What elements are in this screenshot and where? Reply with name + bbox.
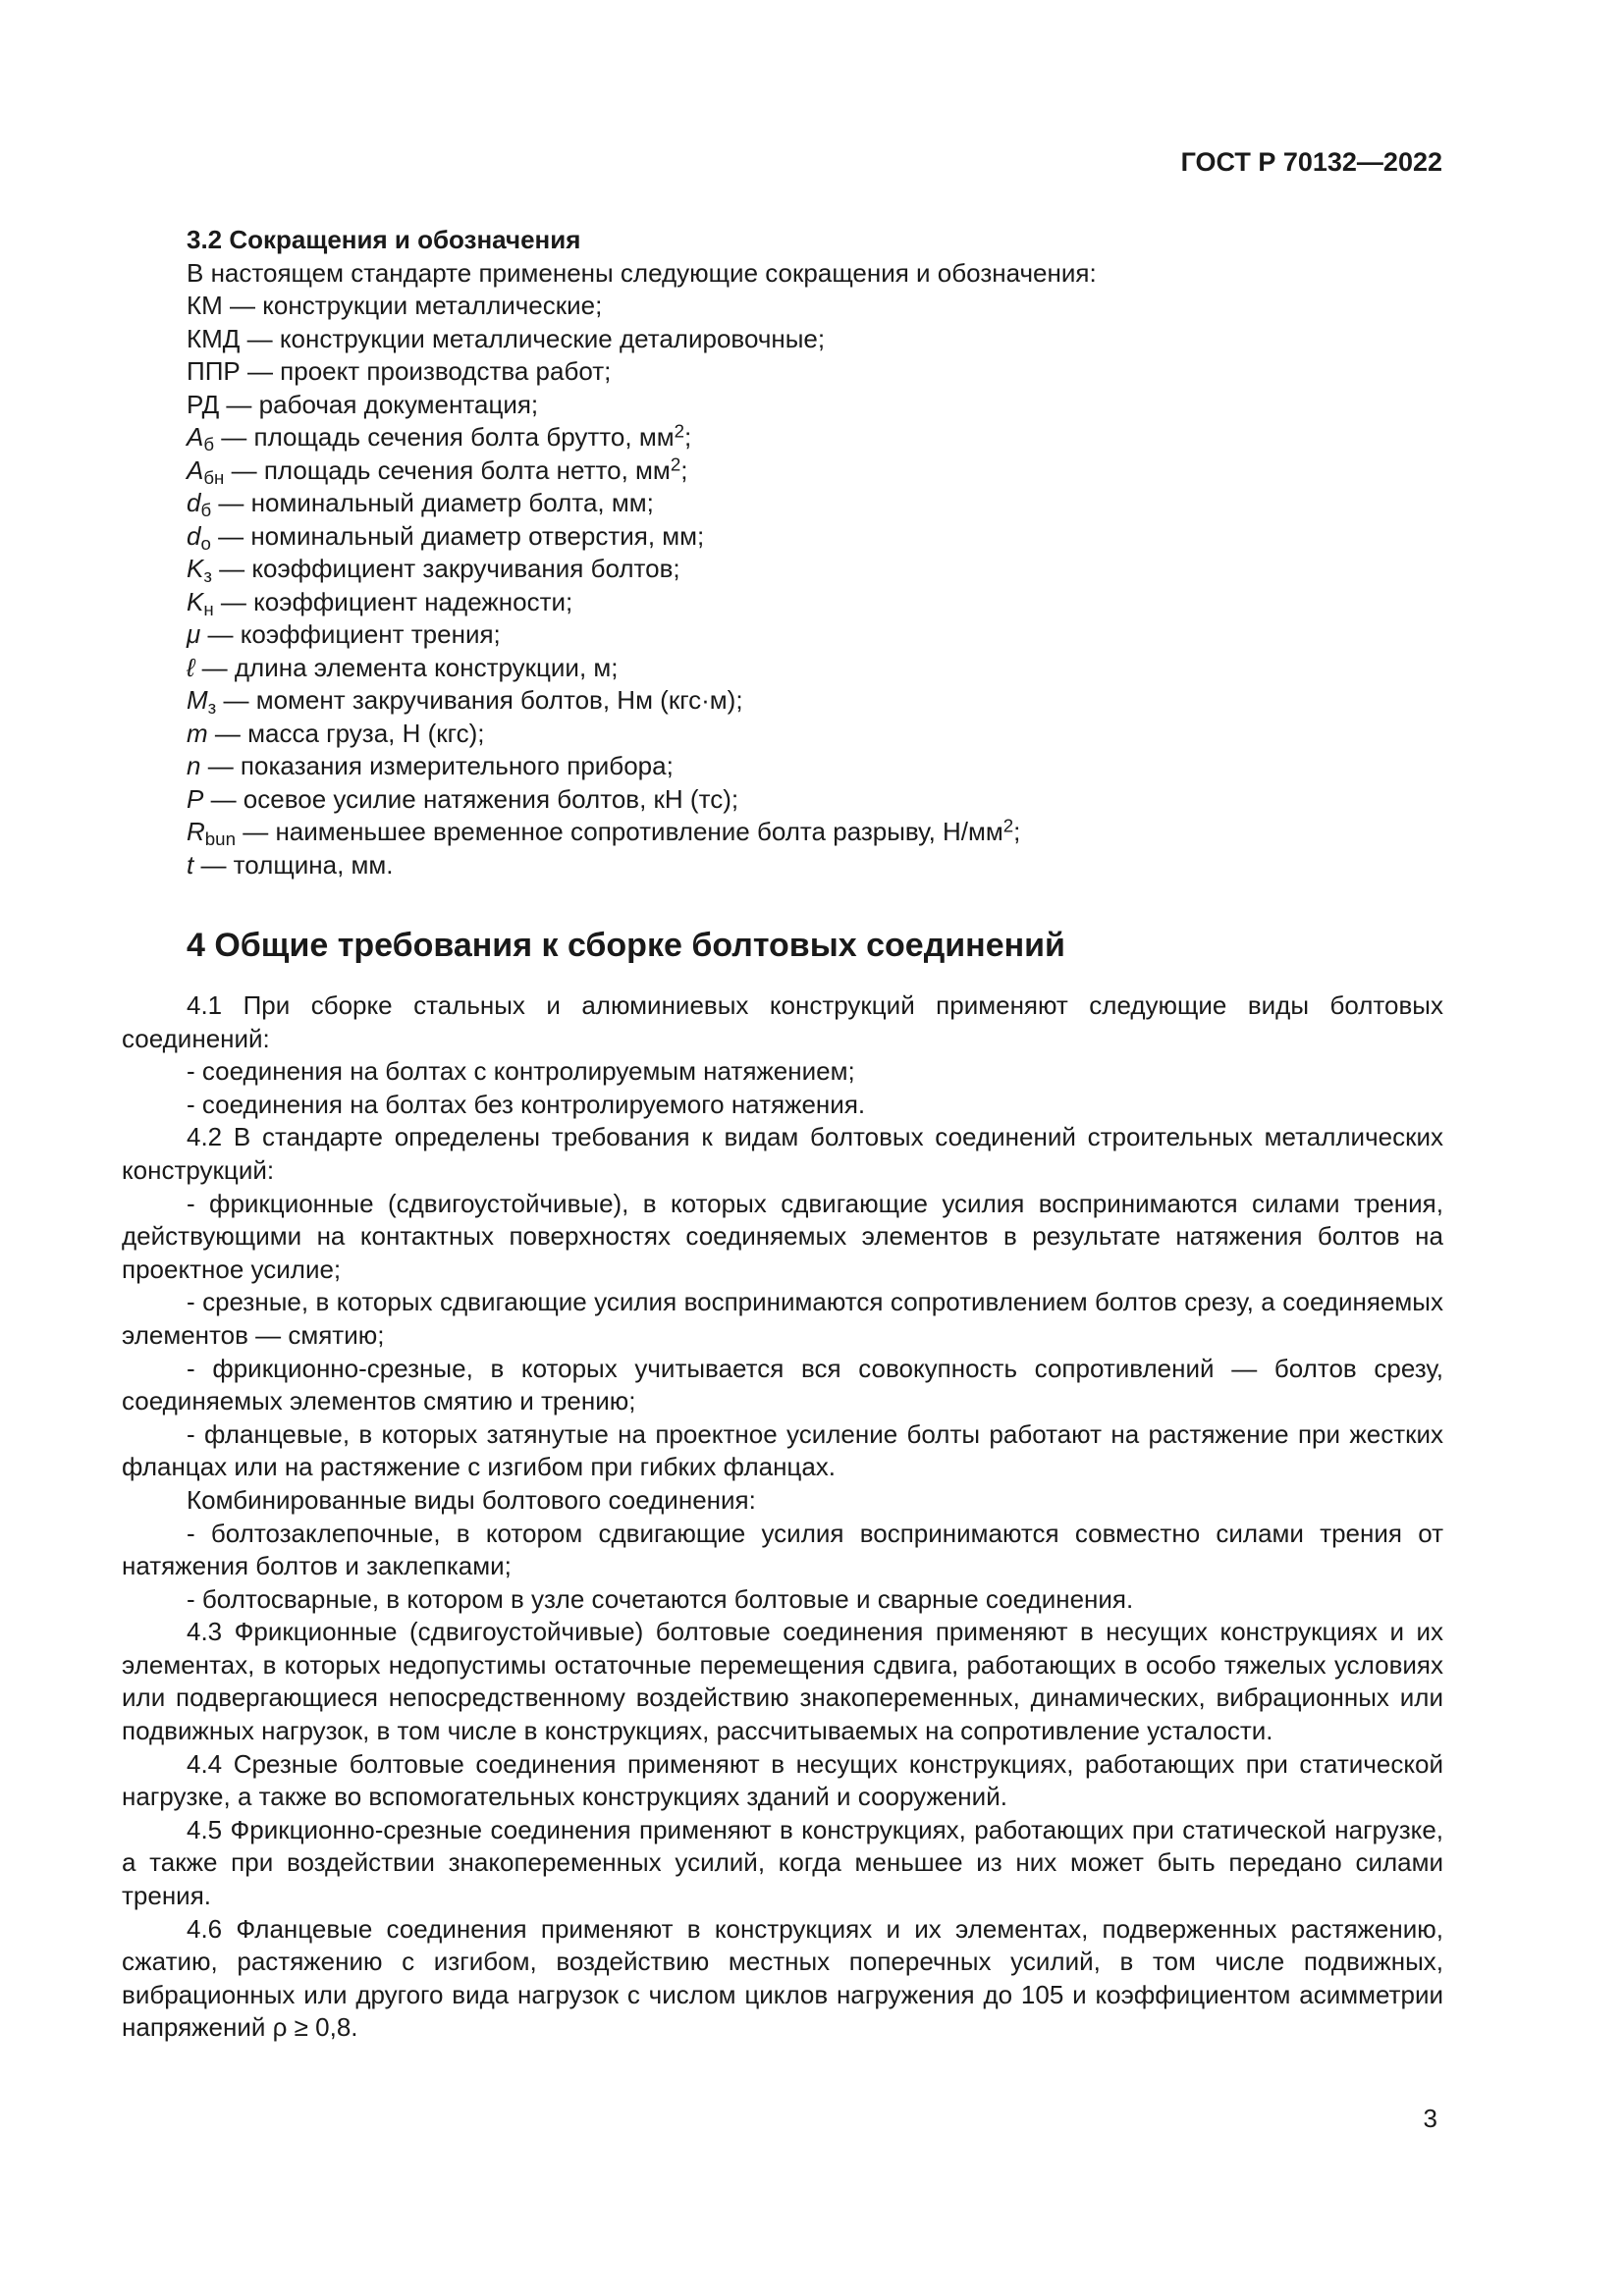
section-4-paragraph: - болтозаклепочные, в котором сдвигающие усилия воспринимаются совместно силами трения от натяжения болтов и заклепками; <box>122 1518 1443 1581</box>
abbreviation-list <box>187 290 1443 421</box>
symbol-punctuation: ; <box>684 422 692 452</box>
symbol-definition: — площадь сечения болта брутто, мм <box>214 422 675 452</box>
symbol-item <box>187 520 1443 554</box>
document-id-header: ГОСТ Р 70132—2022 <box>1180 147 1442 177</box>
symbol-letter: R <box>187 817 205 846</box>
symbol-letter: K <box>187 554 204 583</box>
symbol-list <box>187 421 1443 881</box>
symbol-subscript: о <box>200 532 211 554</box>
abbreviation-item: ППР — проект производства работ; <box>187 356 612 386</box>
symbol-definition: — коэффициент надежности; <box>213 586 573 616</box>
symbol-definition: — коэффициент трения; <box>200 619 501 649</box>
symbol-definition: — момент закручивания болтов, Нм (кгс·м); <box>216 685 743 715</box>
symbol-item <box>187 421 1443 454</box>
symbol-letter: M <box>187 685 208 715</box>
symbol-item <box>187 816 1443 849</box>
section-4-paragraph: - соединения на болтах с контролируемым натяжением; <box>187 1056 855 1087</box>
symbol-item <box>187 718 1443 751</box>
symbol-letter: A <box>187 422 204 452</box>
symbol-definition: — толщина, мм. <box>193 849 394 880</box>
symbol-letter: m <box>187 718 208 748</box>
symbol-definition: — длина элемента конструкции, м; <box>194 652 619 682</box>
symbol-letter: P <box>187 783 204 814</box>
abbreviation-item: РД — рабочая документация; <box>187 389 539 419</box>
section-4-paragraph: - фрикционные (сдвигоустойчивые), в которых сдвигающие усилия воспринимаются силами трения, действующими на контактных поверхностях соединяемых элементов в результате натяжения болтов на проектное усилие; <box>122 1188 1443 1284</box>
symbol-definition: — площадь сечения болта нетто, мм <box>224 454 671 485</box>
section-4-paragraph: 4.5 Фрикционно-срезные соединения применяют в конструкциях, работающих при статической нагрузке, а также при воздействии знакопеременных усилий, когда меньшее из них может быть передано силами трения. <box>122 1814 1443 1911</box>
symbol-subscript: н <box>203 598 214 619</box>
unit-superscript: 2 <box>674 420 684 442</box>
symbol-subscript: бн <box>203 466 225 488</box>
section-4-paragraph: Комбинированные виды болтового соединения: <box>187 1484 756 1515</box>
symbol-letter: μ <box>187 619 201 649</box>
symbol-item <box>187 454 1443 488</box>
unit-superscript: 2 <box>1002 815 1014 836</box>
symbol-item <box>187 487 1443 520</box>
symbol-item <box>187 750 1443 783</box>
section-4-paragraph: - срезные, в которых сдвигающие усилия воспринимаются сопротивлением болтов срезу, а соединяемых элементов — смятию; <box>122 1287 1443 1350</box>
symbol-definition: — коэффициент закручивания болтов; <box>211 554 680 583</box>
section-4-body <box>122 989 1443 2045</box>
abbreviation-item: КМ — конструкции металлические; <box>187 291 603 320</box>
section-4-paragraph: 4.3 Фрикционные (сдвигоустойчивые) болтовые соединения применяют в несущих конструкциях и их элементах, в которых недопустимы остаточные перемещения сдвига, работающих в особо тяжелых условиях или подвергающиеся непосредственному воздействию знакопеременных, динамических, вибрационных или подвижных нагрузок, в том числе в конструкциях, рассчитываемых на сопротивление усталости. <box>122 1617 1443 1746</box>
section-4-paragraph: 4.1 При сборке стальных и алюминиевых конструкций применяют следующие виды болтовых соединений: <box>122 990 1443 1053</box>
symbol-subscript: б <box>200 500 212 521</box>
symbol-punctuation: ; <box>1013 817 1021 846</box>
symbol-item <box>187 618 1443 652</box>
symbol-letter: t <box>187 849 194 880</box>
symbol-subscript: з <box>203 565 212 587</box>
symbol-letter: d <box>187 520 201 551</box>
symbol-subscript: б <box>203 434 215 455</box>
symbol-letter: n <box>187 751 201 780</box>
section-4-paragraph: - соединения на болтах без контролируемого натяжения. <box>187 1089 866 1119</box>
symbol-item <box>187 684 1443 718</box>
symbol-subscript: bun <box>204 828 236 850</box>
symbol-letter: ℓ <box>187 652 195 682</box>
section-4-paragraph: - фланцевые, в которых затянутые на проектное усиление болты работают на растяжение при жестких фланцах или на растяжение с изгибом при гибких фланцах. <box>122 1418 1443 1482</box>
symbol-definition: — наименьшее временное сопротивление болта разрыву, Н/мм <box>236 817 1003 846</box>
section-4-paragraph: 4.6 Фланцевые соединения применяют в конструкциях и их элементах, подверженных растяжению, сжатию, растяжению с изгибом, воздействию местных поперечных усилий, в том числе подвижных, вибрационных или другого вида нагрузок с числом циклов нагружения до 105 и коэффициентом асимметрии напряжений ρ ≥ 0,8. <box>122 1913 1443 2043</box>
symbol-item <box>187 586 1443 619</box>
section-4-paragraph: - болтосварные, в котором в узле сочетаются болтовые и сварные соединения. <box>187 1583 1134 1614</box>
symbol-item <box>187 652 1443 685</box>
section-3-2-heading: 3.2 Сокращения и обозначения <box>187 225 581 254</box>
section-4-title: 4 Общие требования к сборке болтовых соединений <box>187 927 1065 964</box>
symbol-subscript: з <box>207 697 217 719</box>
unit-superscript: 2 <box>670 454 681 475</box>
symbol-definition: — номинальный диаметр болта, мм; <box>211 488 654 517</box>
section-3-2-intro: В настоящем стандарте применены следующие сокращения и обозначения: <box>187 257 1097 288</box>
symbol-definition: — номинальный диаметр отверстия, мм; <box>210 520 705 551</box>
symbol-item <box>187 849 1443 882</box>
section-4-paragraph: - фрикционно-срезные, в которых учитывается вся совокупность сопротивлений — болтов срезу, соединяемых элементов смятию и трению; <box>122 1353 1443 1416</box>
symbol-letter: d <box>187 488 201 517</box>
page-number: 3 <box>1423 2104 1437 2133</box>
symbol-definition: — масса груза, Н (кгс); <box>207 718 485 748</box>
symbol-item <box>187 783 1443 817</box>
section-4-paragraph: 4.2 В стандарте определены требования к видам болтовых соединений строительных металлических конструкций: <box>122 1122 1443 1185</box>
section-3-2 <box>187 224 1443 881</box>
symbol-definition: — показания измерительного прибора; <box>200 751 674 780</box>
abbreviation-item: КМД — конструкции металлические деталировочные; <box>187 323 826 353</box>
symbol-item <box>187 553 1443 586</box>
section-4-paragraph: 4.4 Срезные болтовые соединения применяют в несущих конструкциях, работающих при статической нагрузке, а также во вспомогательных конструкциях зданий и сооружений. <box>122 1748 1443 1812</box>
symbol-definition: — осевое усилие натяжения болтов, кН (тс); <box>203 783 739 814</box>
symbol-punctuation: ; <box>680 454 688 485</box>
symbol-letter: K <box>187 586 204 616</box>
symbol-letter: A <box>187 454 204 485</box>
